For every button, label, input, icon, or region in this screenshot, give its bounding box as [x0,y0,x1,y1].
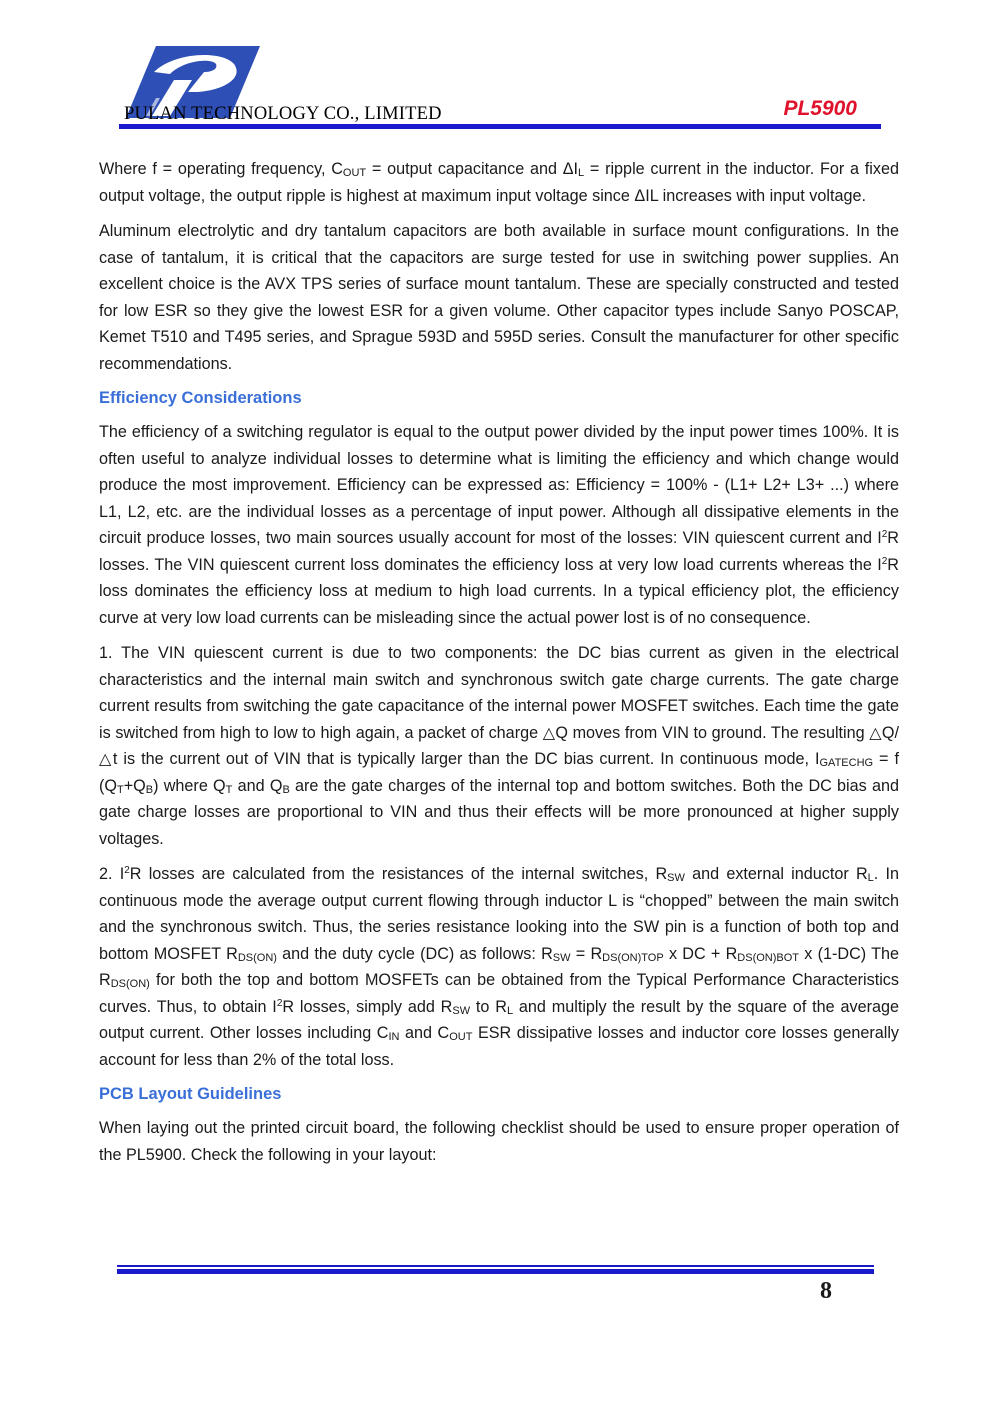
paragraph-capacitors: Aluminum electrolytic and dry tantalum capacitors are both available in surface mount configurations. In the case of tantalum, it is critical that the capacitors are surge tested for use in switching power supplies. An excellent choice is the AVX TPS series of surface mount tantalum. These are specially constructed and tested for low ESR so they give the lowest ESR for a given volume. Other capacitor types include Sanyo POSCAP, Kemet T510 and T495 series, and Sprague 593D and 595D series. Consult the manufacturer for other specific recommendations. [99,222,899,373]
company-name: PULAN TECHNOLOGY CO., LIMITED [124,104,442,124]
footer-rule-thick [117,1269,874,1274]
paragraph-efficiency: The efficiency of a switching regulator is equal to the output power divided by the input power times 100%. It is often useful to analyze individual losses to determine what is limiting the efficiency and which change would produce the most improvement. Efficiency can be expressed as: Efficiency = 100% - (L1+ L2+ L3+ ...) where L1, L2, etc. are the individual losses as a percentage of input power. Although all dissipative elements in the circuit produce losses, two main sources usually account for most of the losses: VIN quiescent current and $I^2R$ losses. The VIN quiescent current loss dominates the efficiency loss at very low load currents whereas the $I^2R$ loss dominates the efficiency loss at medium to high load currents. In a typical efficiency plot, the efficiency curve at very low load currents can be misleading since the actual power lost is of no consequence. [99,423,899,627]
paragraph-vin-quiescent: 1. The VIN quiescent current is due to two components: the DC bias current as given in the electrical characteristics and the internal main switch and synchronous switch gate charge currents. The gate charge current results from switching the gate capacitance of the internal power MOSFET switches. Each time the gate is switched from high to low to high again, a packet of charge △Q moves from VIN to ground. The resulting △Q/△t is the current out of VIN that is typically larger than the DC bias current. In continuous mode, $I_{GATECHG} = f$ $(Q_T+Q_B)$ where $Q_T$ and $Q_B$ are the gate charges of the internal top and bottom switches. Both the DC bias and gate charge losses are proportional to VIN and thus their effects will be more pronounced at higher supply voltages. [99,644,899,848]
heading-efficiency: Efficiency Considerations [99,389,302,407]
heading-pcb-layout: PCB Layout Guidelines [99,1085,282,1103]
paragraph-output-ripple: Where f = operating frequency, $C_{OUT}$ = output capacitance and $\Delta I_L$ = ripple current in the inductor. For a fixed output voltage, the output ripple is highest at maximum input voltage since ΔIL increases with input voltage. [99,160,899,205]
header-rule [119,124,881,129]
page-number: 8 [820,1278,832,1304]
paragraph-i2r-losses: 2. $I^2R$ losses are calculated from the resistances of the internal switches, $R_{SW}$ and external inductor $R_L$. In continuous mode the average output current flowing through inductor L is “chopped” between the main switch and the synchronous switch. Thus, the series resistance looking into the SW pin is a function of both top and bottom MOSFET $R_{DS(ON)}$ and the duty cycle (DC) as follows: $R_{SW} = R_{DS(ON)TOP}$ x DC + $R_{DS(ON)BOT}$ x (1-DC) The $R_{DS(ON)}$ for both the top and bottom MOSFETs can be obtained from the Typical Performance Characteristics curves. Thus, to obtain $I^2R$ losses, simply add $R_{SW}$ to $R_L$ and multiply the result by the square of the average output current. Other losses including $C_{IN}$ and $C_{OUT}$ ESR dissipative losses and inductor core losses generally account for less than 2% of the total loss. [99,865,900,1069]
footer-rule-thin [117,1265,874,1267]
document-body [99,156,899,1177]
paragraph-pcb-layout: When laying out the printed circuit board, the following checklist should be used to ensure proper operation of the PL5900. Check the following in your layout: [99,1119,899,1164]
part-number: PL5900 [783,97,857,120]
